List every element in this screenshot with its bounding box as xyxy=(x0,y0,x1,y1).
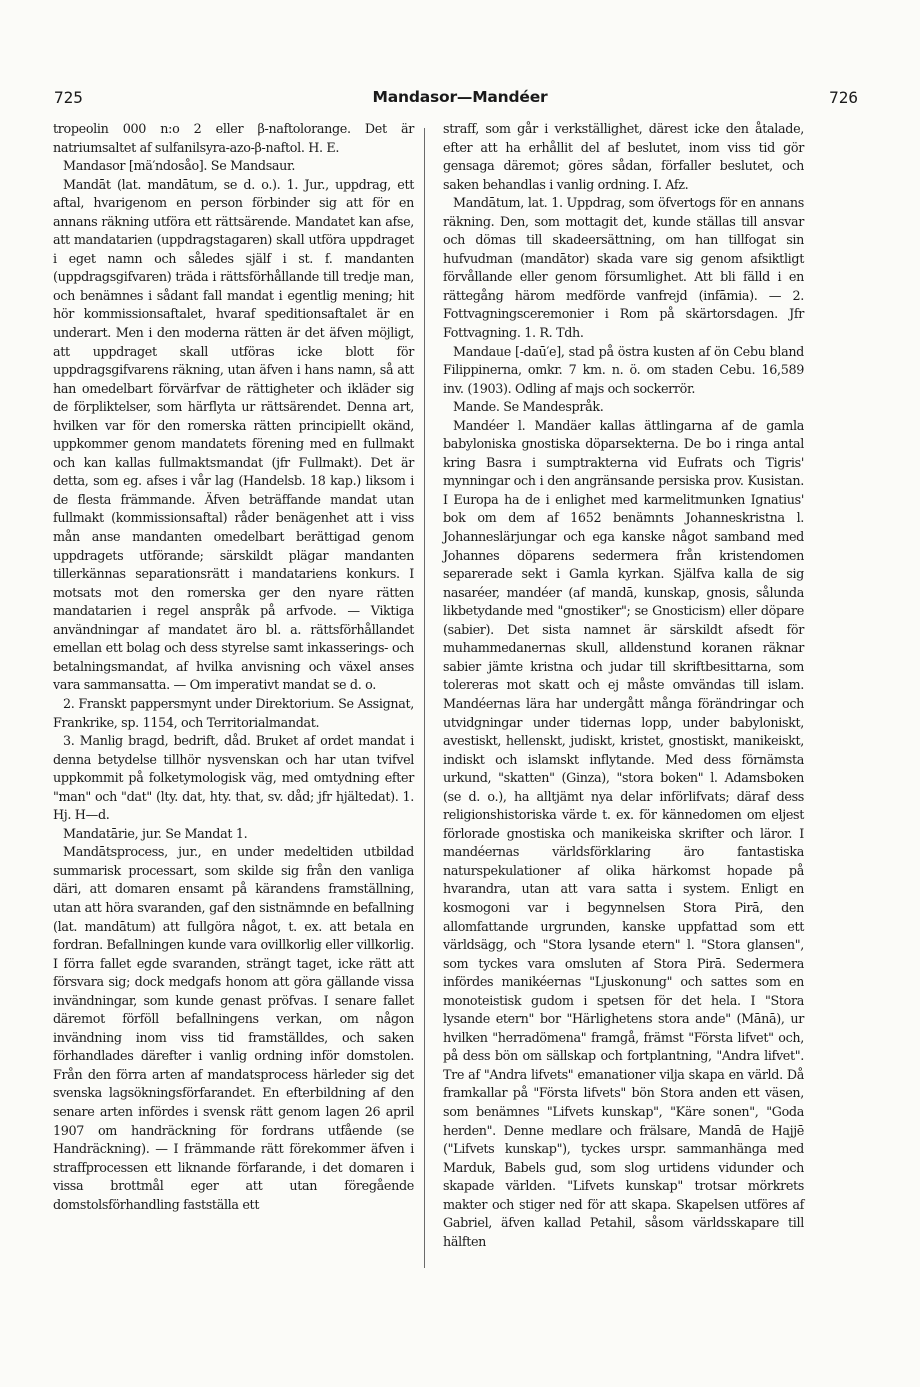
page-header xyxy=(0,88,920,110)
entry-mandatarie: Mandatārie, jur. Se Mandat 1. xyxy=(63,826,248,842)
entry-mandat-3: 3. Manlig bragd, bedrift, dåd. Bruket af ordet mandat i denna betydelse tillhör nysvenskan och har utan tvifvel uppkommit på folketymologisk väg, med omtydning efter "man" och "dat" (lty. dat, hty. that, sv. dåd; jfr hjältedat). 1. Hj. H—d. xyxy=(53,734,414,824)
left-column xyxy=(53,121,414,1215)
entry-mandatsprocess: Mandātsprocess, jur., en under medeltiden utbildad summarisk processart, som skilde sig från den vanliga däri, att domaren ensamt på kärandens framställning, utan att höra svaranden, gaf den sistnämnde en befallning (lat. mandātum) att fullgöra något, t. ex. att betala en fordran. Befallningen kunde vara ovillkorlig eller villkorlig. I förra fallet egde svaranden, strängt taget, icke rätt att försvara sig; dock medgafs honom att göra gällande vissa invändningar, som kunde genast pröfvas. I senare fallet däremot förföll befallningens verkan, om någon invändning inom viss tid framställdes, och saken förhandlades därefter i vanlig ordning inför domstolen. Från den förra arten af mandatsprocess härleder sig det svenska lagsökningsförfarandet. En efterbildning af den senare arten infördes i svensk rätt genom lagen 26 april 1907 om handräckning för fordrans utfående (se Handräckning). — I främmande rätt förekommer äfven i straffprocessen ett liknande förfarande, i det domaren i vissa brottmål eger att utan föregående domstolsförhandling fastställa ett xyxy=(53,845,414,1213)
column-divider xyxy=(424,128,425,1268)
entry-mande: Mande. Se Mandespråk. xyxy=(453,400,604,416)
entry-mandat-2: 2. Franskt pappersmynt under Direktorium. Se Assignat, Frankrike, sp. 1154, och Territorialmandat. xyxy=(53,696,414,731)
page-number-left: 725 xyxy=(54,88,83,107)
entry-tropeolin-end: tropeolin 000 n:o 2 eller β-naftolorange. Det är natriumsaltet af sulfanilsyra-azo-β-naftol. H. E. xyxy=(53,122,414,156)
entry-mandeer: Mandéer l. Mandäer kallas ättlingarna af de gamla babyloniska gnostiska döparsekterna. De bo i ringa antal kring Basra i sumptrakterna vid Eufrats och Tigris' mynningar och i den angränsande persiska prov. Kusistan. I Europa ha de i enlighet med karmelitmunken Ignatius' bok om dem af 1652 benämnts Johanneskristna l. Johanneslärjungar och ega kanske något samband med Johannes döparens sedermera från kristendomen separerade sekt i Gamla kyrkan. Själfva kalla de sig nasaréer, mandéer (af mandā, kunskap, gnosis, sålunda likbetydande med "gnostiker"; se Gnosticism) eller döpare (sabier). Det sista namnet är särskildt afsedt för muhammedanernas skull, alldenstund koranen räknar sabier jämte kristna och judar till skriftbesittarna, som tolereras mot skatt och ej måste omvändas till islam. Mandéernas lära har undergått många förändringar och utvidgningar under tidernas lopp, under babyloniskt, avestiskt, hellenskt, judiskt, kristet, gnostiskt, manikeiskt, indiskt och islamskt inflytande. Med dess förnämsta urkund, "skatten" (Ginza), "stora boken" l. Adamsboken (se d. o.), ha alltjämt nya delar införlifvats; däraf dess religionshistoriska värde t. ex. för kännedomen om eljest förlorade gnostiska och manikeiska skrifter och läror. I mandéernas världsförklaring äro fantastiska naturspekulationer af olika härkomst hopade på hvarandra, utan att vara satta i system. Enligt en kosmogoni var i begynnelsen Stora Pirā, den allomfattande urgrunden, kanske uppfattad som ett världsägg, och "Stora lysande etern" l. "Stora glansen", som tyckes vara omsluten af Stora Pirā. Sedermera infördes manikéernas "Ljuskonung" och sattes som en monoteistisk gudom i spetsen för det hela. I "Stora lysande etern" bor "Härlighetens stora ande" (Mānā), ur hvilken "herradömena" framgå, främst "Första lifvet" och, på dess bön om sällskap och fortplantning, "Andra lifvet". Tre af "Andra lifvets" emanationer vilja skapa en värld. Då framkallar på "Första lifvets" bön Stora anden ett väsen, som benämnes "Lifvets kunskap", "Käre sonen", "Goda herden". Denne medlare och frälsare, Mandā de Hajjē ("Lifvets kunskap"), tyckes urspr. sammanhänga med Marduk, Babels gud, som slog urtidens vidunder och skapade världen. "Lifvets kunskap" trotsar mörkrets makter och stiger ned för att skapa. Skapelsen utföres af Gabriel, äfven kallad Petahil, såsom världsskapare till hälften xyxy=(443,418,804,1250)
entry-mandat: Mandāt (lat. mandātum, se d. o.). 1. Jur., uppdrag, ett aftal, hvarigenom en person förbinder sig att för en annans räkning utföra ett rättsärende. Mandatet kan afse, att mandatarien (uppdragstagaren) skall utföra uppdraget i eget namn och således själf i st. f. mandanten (uppdragsgifvaren) träda i rättsförhållande till tredje man, och benämnes i sådant fall mandat i egentlig mening; hit hör kommissionsaftalet, hvaraf speditionsaftalet är en underart. Men i den moderna rätten är det äfven möjligt, att uppdraget skall utföras icke blott för uppdragsgifvarens räkning, utan äfven i hans namn, så att han omedelbart förvärfvar de rättigheter och ikläder sig de förpliktelser, som härflyta ur rättsärendet. Denna art, hvilken var för den romerska rätten principiellt okänd, uppkommer genom mandatets förening med en fullmakt och kan kallas fullmaktsmandat (jfr Fullmakt). Det är detta, som eg. afses i vår lag (Handelsb. 18 kap.) liksom i de flesta främmande. Äfven beträffande mandat utan fullmakt (kommissionsaftal) råder benägenhet att i viss mån anse mandanten omedelbart berättigad genom uppdragets utförande; särskildt plägar mandanten tillerkännas separationsrätt i mandatariens konkurs. I motsats mot den romerska ger den nyare rätten mandatarien i regel anspråk på arfvode. — Viktiga användningar af mandatet äro bl. a. rättsförhållandet emellan ett bolag och dess styrelse samt inkasserings- och betalningsmandat, af hvilka anvisning och växel anses vara sammansatta. — Om imperativt mandat se d. o. xyxy=(53,177,414,694)
entry-mandasor: Mandasor [mä′ndosåo]. Se Mandsaur. xyxy=(63,159,296,175)
right-column xyxy=(443,121,804,1252)
entry-mandatum: Mandātum, lat. 1. Uppdrag, som öfvertogs för en annans räkning. Den, som mottagit det, kunde ställas till ansvar och dömas till skadeersättning, om han tillfogat sin hufvudman (mandātor) skada vare sig genom afsiktligt förvållande eller genom försumlighet. Att bli fälld i en rättegång härom medförde vanfrejd (infāmia). — 2. Fottvagningsceremonier i Rom på skärtorsdagen. Jfr Fottvagning. 1. R. Tdh. xyxy=(443,196,804,342)
entry-mandatsprocess-end: straff, som går i verkställighet, därest icke den åtalade, efter att ha erhållit del af beslutet, inom viss tid gör gensaga däremot; göres sådan, förfaller beslutet, och saken behandlas i vanlig ordning. I. Afz. xyxy=(443,122,804,193)
entry-mandaue: Mandaue [-daū′e], stad på östra kusten af ön Cebu bland Filippinerna, omkr. 7 km. n. ö. om staden Cebu. 16,589 inv. (1903). Odling af majs och sockerrör. xyxy=(443,344,804,397)
page-number-right: 726 xyxy=(829,88,858,107)
running-head: Mandasor—Mandéer xyxy=(372,88,548,106)
